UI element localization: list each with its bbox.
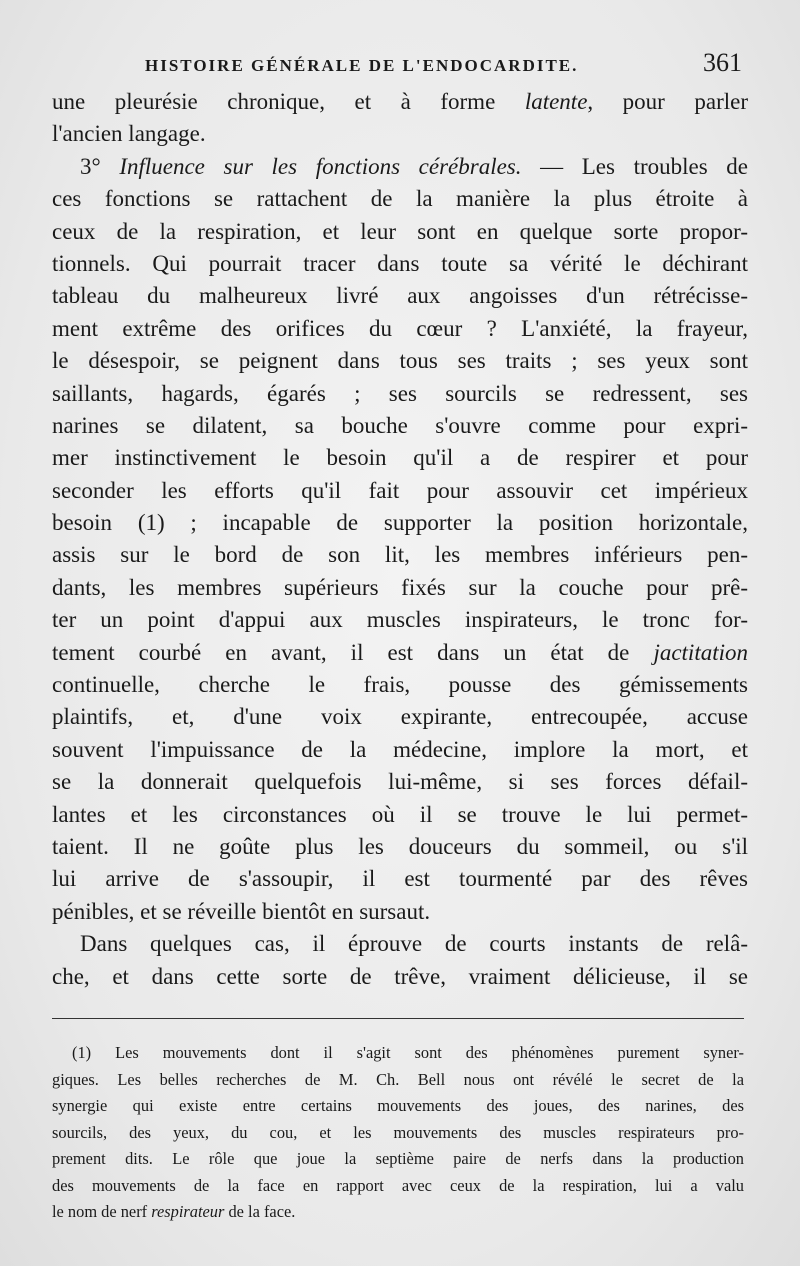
text-line: continuelle, cherche le frais, pousse des gémissements [52, 672, 748, 698]
text-line: plaintifs, et, d'une voix expirante, entrecoupée, accuse [52, 704, 748, 730]
footnote-line: (1) Les mouvements dont il s'agit sont des phénomènes purement syner- [72, 1043, 744, 1062]
text-line: l'ancien langage. [52, 121, 206, 147]
footnote [52, 1040, 744, 1226]
text-line: le désespoir, se peignent dans tous ses traits ; ses yeux sont [52, 348, 748, 374]
page-number: 361 [703, 48, 742, 77]
footnote-line: sourcils, des yeux, du cou, et les mouvements des muscles respirateurs pro- [52, 1122, 744, 1142]
text-line: mer instinctivement le besoin qu'il a de respirer et pour [52, 445, 748, 471]
text-line: ter un point d'appui aux muscles inspirateurs, le tronc for- [52, 607, 748, 633]
text-line: lantes et les circonstances où il se trouve le lui permet- [52, 801, 748, 827]
footnote-line: le nom de nerf respirateur de la face. [52, 1202, 296, 1221]
emphasis: jactitation [653, 639, 748, 665]
text-line: dants, les membres supérieurs fixés sur la couche pour prê- [52, 574, 748, 600]
text-line: saillants, hagards, égarés ; ses sourcils se redressent, ses [52, 380, 748, 406]
running-title: HISTOIRE GÉNÉRALE DE L'ENDOCARDITE. [145, 56, 579, 75]
text-line: seconder les efforts qu'il fait pour assouvir cet impérieux [52, 477, 748, 503]
text-line: tionnels. Qui pourrait tracer dans toute sa vérité le déchirant [52, 250, 748, 276]
text-line: lui arrive de s'assoupir, il est tourmenté par des rêves [52, 866, 748, 892]
emphasis: latente [524, 89, 588, 114]
text-line: tement courbé en avant, il est dans un état de jactitation [52, 639, 748, 665]
text-line: narines se dilatent, sa bouche s'ouvre comme pour expri- [52, 412, 748, 438]
text-line: ment extrême des orifices du cœur ? L'anxiété, la frayeur, [52, 315, 748, 341]
section-heading: Influence sur les fonctions cérébrales. [119, 153, 522, 179]
main-text [52, 86, 748, 993]
text-line: ceux de la respiration, et leur sont en quelque sorte propor- [52, 218, 748, 244]
footnote-line: giques. Les belles recherches de M. Ch. Bell nous ont révélé le secret de la [52, 1069, 744, 1089]
text-line: se la donnerait quelquefois lui-même, si ses forces défail- [52, 769, 748, 795]
page-header [145, 48, 742, 84]
text-line: che, et dans cette sorte de trêve, vraiment délicieuse, il se [52, 963, 748, 989]
text-line: assis sur le bord de son lit, les membres inférieurs pen- [52, 542, 748, 568]
text-line: tableau du malheureux livré aux angoisses d'un rétrécisse- [52, 283, 748, 309]
text-line: taient. Il ne goûte plus les douceurs du sommeil, ou s'il [52, 833, 748, 859]
text-line: ces fonctions se rattachent de la manière la plus étroite à [52, 186, 748, 212]
text-line: pénibles, et se réveille bientôt en sursaut. [52, 898, 431, 924]
text-line: besoin (1) ; incapable de supporter la position horizontale, [52, 510, 748, 536]
footnote-line: des mouvements de la face en rapport avec ceux de la respiration, lui a valu [52, 1175, 744, 1195]
section-heading-line: 3° Influence sur les fonctions cérébrales. — Les troubles de [80, 153, 749, 179]
text-line: une pleurésie chronique, et à forme latente, pour parler [52, 89, 748, 114]
emphasis: respirateur [151, 1202, 225, 1221]
footnote-line: prement dits. Le rôle que joue la septième paire de nerfs dans la production [52, 1149, 744, 1168]
text-line: souvent l'impuissance de la médecine, implore la mort, et [52, 736, 748, 762]
footnote-line: synergie qui existe entre certains mouvements des joues, des narines, des [52, 1096, 744, 1115]
footnote-divider [52, 1018, 744, 1019]
text-line: Dans quelques cas, il éprouve de courts instants de relâ- [80, 931, 748, 957]
